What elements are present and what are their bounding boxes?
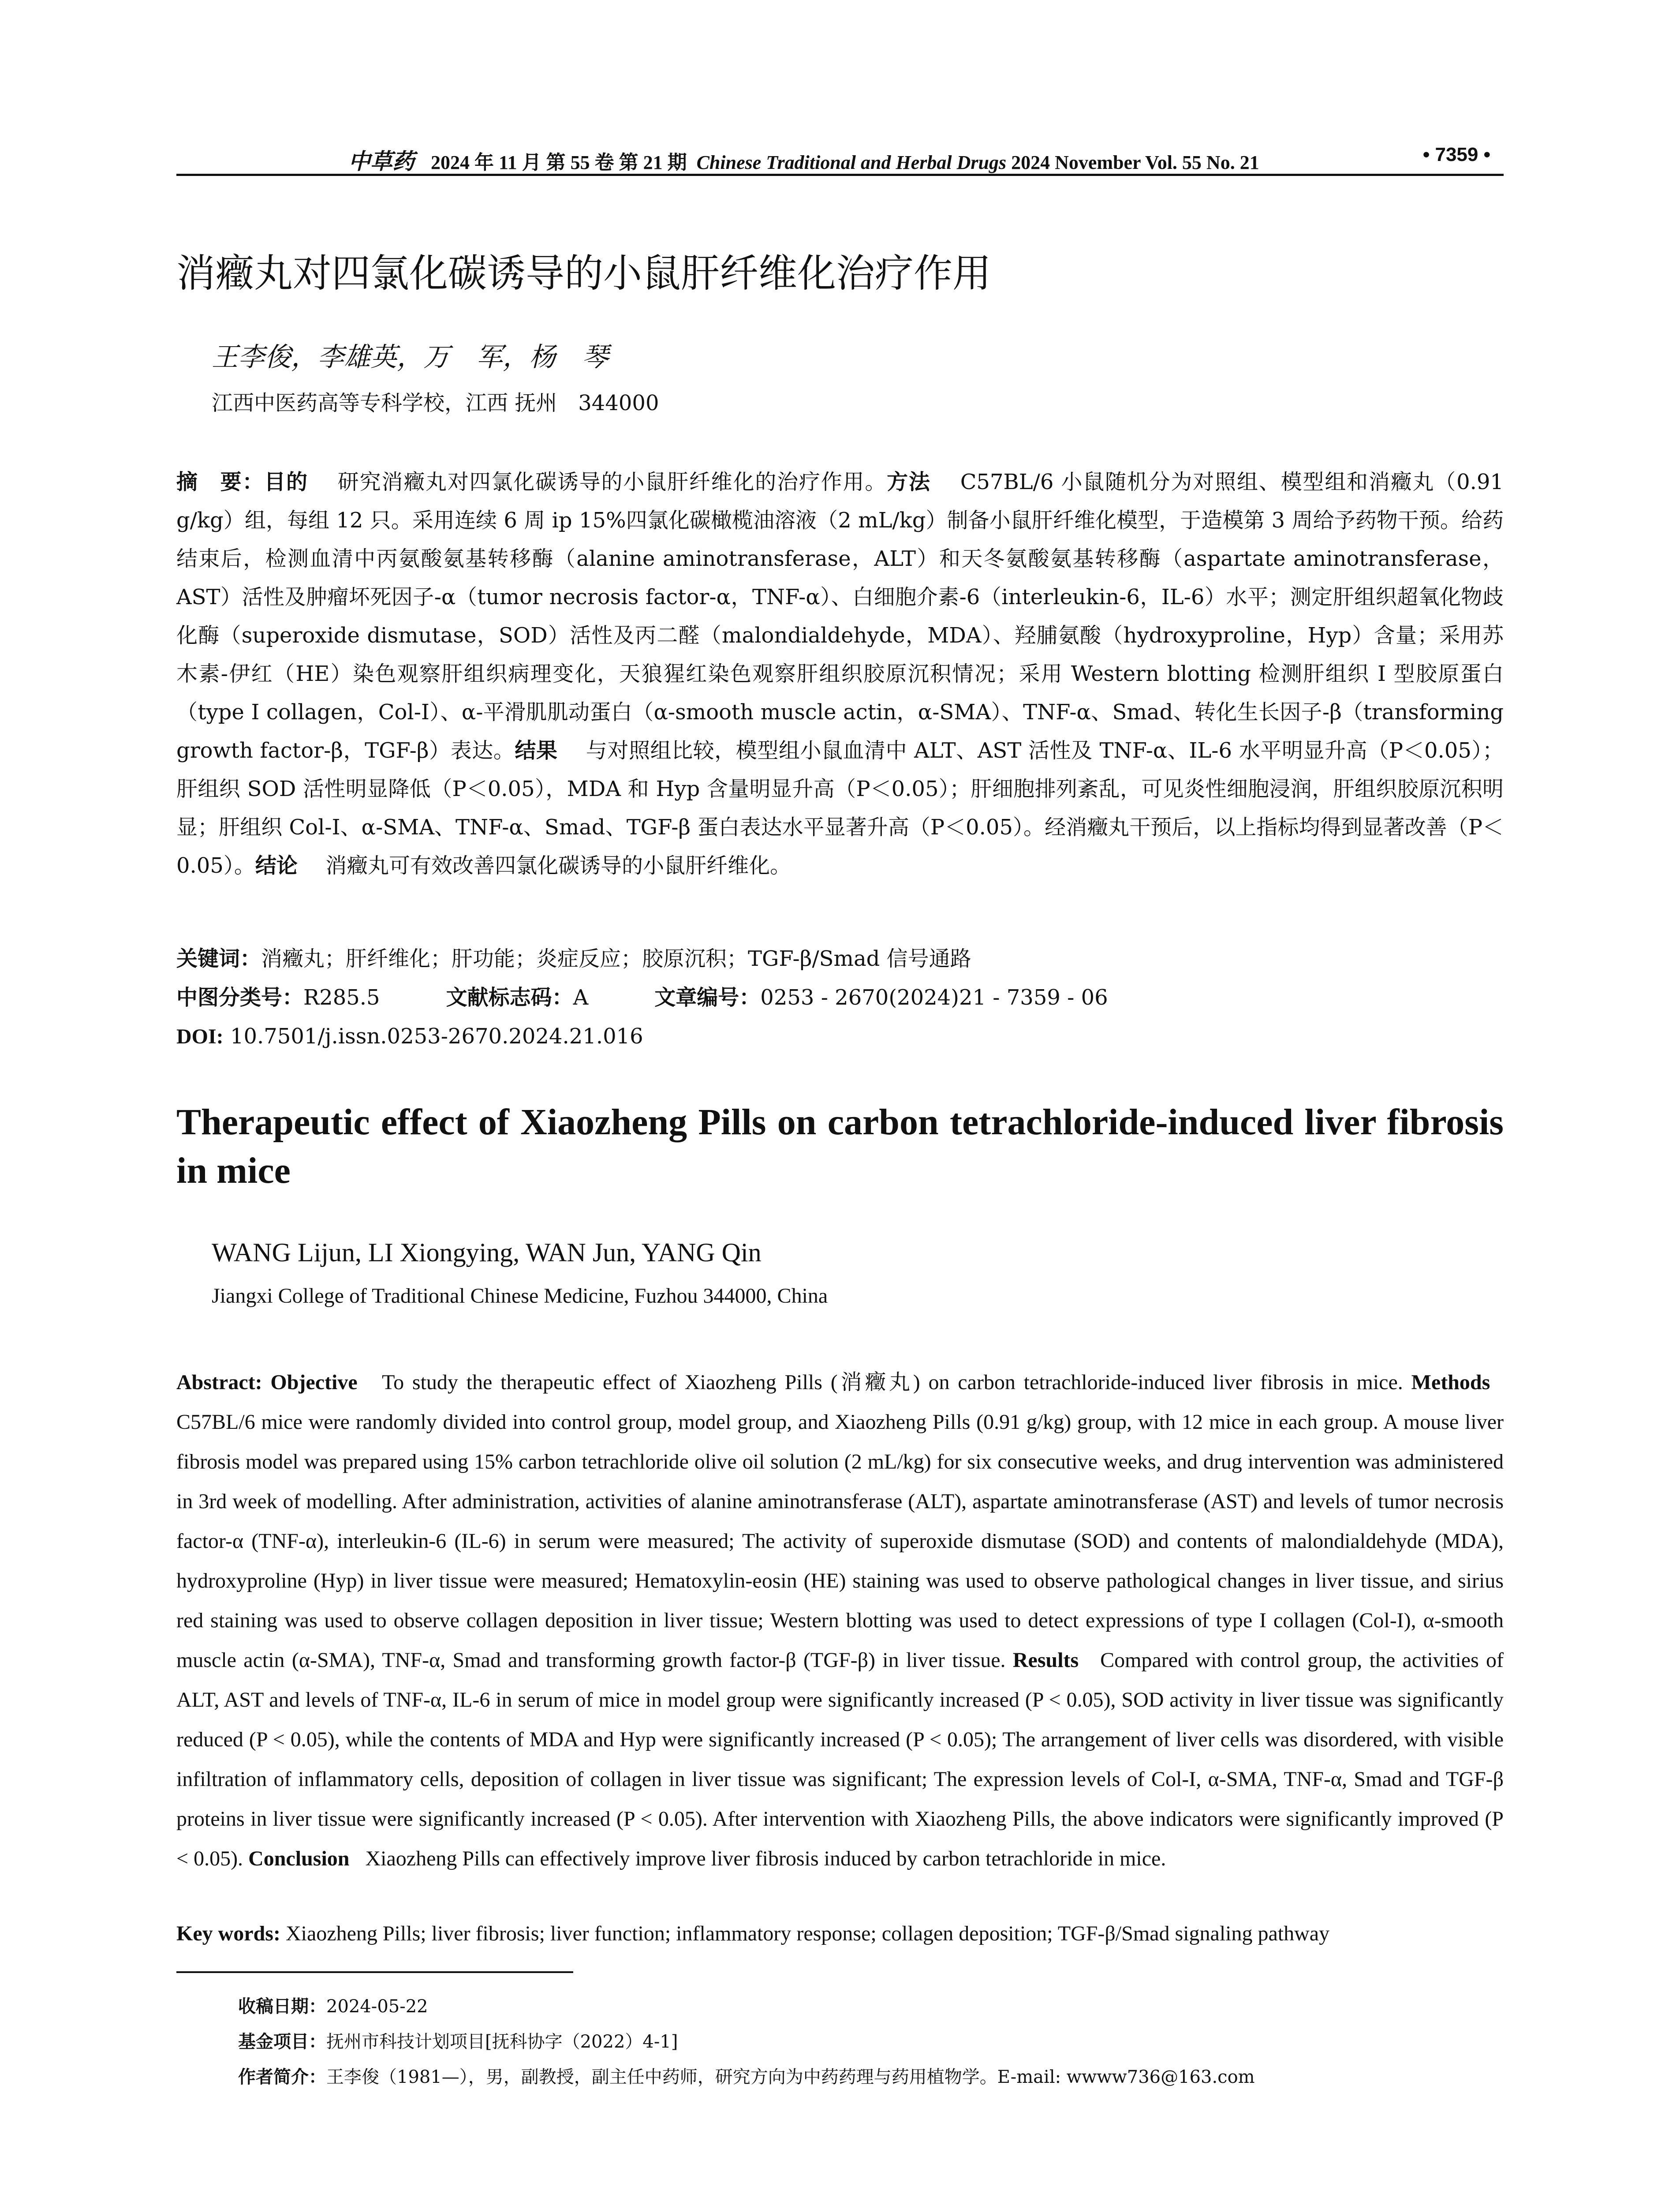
en-results-label: Results: [1012, 1648, 1079, 1672]
footnote-divider: [176, 1971, 573, 1973]
doc-code-label: 文献标志码：: [446, 985, 573, 1010]
journal-en-name: Chinese Traditional and Herbal Drugs: [696, 152, 1007, 173]
cn-conclusion: 消癥丸可有效改善四氯化碳诱导的小鼠肝纤维化。: [325, 853, 791, 878]
cn-results: 与对照组比较，模型组小鼠血清中 ALT、AST 活性及 TNF-α、IL-6 水平明显升高（P＜0.05）；肝组织 SOD 活性明显降低（P＜0.05），MDA 和 Hyp 含量明显升高（P＜0.05）；肝细胞排列紊乱，可见炎性细胞浸润，肝组织胶原沉积明显；肝组织 Col-I、α-SMA、TNF-α、Smad、TGF-β 蛋白表达水平显著升高（P＜0.05）。经消癥丸干预后，以上指标均得到显著改善（P＜0.05）。: [176, 738, 1504, 878]
clc-label: 中图分类号：: [176, 985, 304, 1010]
cn-methods: C57BL/6 小鼠随机分为对照组、模型组和消癥丸（0.91 g/kg）组，每组 12 只。采用连续 6 周 ip 15%四氯化碳橄榄油溶液（2 mL/kg）制备小鼠肝纤维化模型，于造模第 3 周给予药物干预。给药结束后，检测血清中丙氨酸氨基转移酶（alanine aminotransferase，ALT）和天冬氨酸氨基转移酶（aspartate aminotransferase，AST）活性及肿瘤坏死因子-α（tumor necrosis factor-α，TNF-α）、白细胞介素-6（interleukin-6，IL-6）水平；测定肝组织超氧化物歧化酶（superoxide dismutase，SOD）活性及丙二醛（malondialdehyde，MDA）、羟脯氨酸（hydroxyproline，Hyp）含量；采用苏木素-伊红（HE）染色观察肝组织病理变化，天狼猩红染色观察肝组织胶原沉积情况；采用 Western blotting 检测肝组织 I 型胶原蛋白（type I collagen，Col-I）、α-平滑肌肌动蛋白（α-smooth muscle actin，α-SMA）、TNF-α、Smad、转化生长因子-β（transforming growth factor-β，TGF-β）表达。: [176, 470, 1504, 763]
doi-label: DOI:: [176, 1025, 224, 1048]
journal-cn-issue: 2024 年 11 月 第 55 卷 第 21 期: [431, 152, 687, 173]
received-date: 2024-05-22: [326, 1996, 428, 2017]
cn-keywords-line: [176, 939, 1504, 978]
clc-value: R285.5: [303, 985, 380, 1010]
doi-line: [176, 1017, 1504, 1056]
en-abstract-label: Abstract:: [176, 1371, 262, 1394]
cn-objective-label: 目的: [264, 470, 308, 494]
cn-conclusion-label: 结论: [255, 853, 298, 878]
cn-abstract: [176, 463, 1504, 885]
doi-value[interactable]: 10.7501/j.issn.0253-2670.2024.21.016: [230, 1024, 643, 1049]
page-number: • 7359 •: [1422, 144, 1490, 165]
journal-info: [348, 144, 1259, 176]
cn-keywords-label: 关键词：: [176, 946, 261, 971]
bio-label: 作者简介：: [238, 2067, 326, 2087]
received-date-line: [238, 1989, 1504, 2024]
cn-methods-label: 方法: [887, 470, 931, 494]
received-label: 收稿日期：: [238, 1996, 326, 2017]
en-keywords-label: Key words:: [176, 1922, 280, 1945]
fund-line: [238, 2024, 1504, 2059]
cn-meta: [176, 939, 1504, 1056]
en-abstract: [176, 1363, 1504, 1879]
doc-code-value: A: [573, 985, 589, 1010]
cn-abstract-label: 摘 要：: [176, 470, 265, 494]
journal-cn-name: 中草药: [348, 148, 414, 174]
cn-affiliation: 江西中医药高等专科学校，江西 抚州 344000: [212, 391, 659, 415]
en-conclusion: Xiaozheng Pills can effectively improve liver fibrosis induced by carbon tetrachloride in mice.: [365, 1847, 1166, 1870]
footnotes: [238, 1989, 1504, 2095]
en-keywords: Xiaozheng Pills; liver fibrosis; liver function; inflammatory response; collagen deposition; TGF-β/Smad signaling pathway: [285, 1922, 1330, 1945]
en-objective: To study the therapeutic effect of Xiaozheng Pills (消癥丸) on carbon tetrachloride-induced liver fibrosis in mice.: [382, 1371, 1403, 1394]
en-conclusion-label: Conclusion: [248, 1847, 350, 1870]
en-methods: C57BL/6 mice were randomly divided into control group, model group, and Xiaozheng Pills (0.91 g/kg) group, with 12 mice in each group. A mouse liver fibrosis model was prepared using 15% carbon tetrachloride olive oil solution (2 mL/kg) for six consecutive weeks, and drug intervention was administered in 3rd week of modelling. After administration, activities of alanine aminotransferase (ALT), aspartate aminotransferase (AST) and levels of tumor necrosis factor-α (TNF-α), interleukin-6 (IL-6) in serum were measured; The activity of superoxide dismutase (SOD) and contents of malondialdehyde (MDA), hydroxyproline (Hyp) in liver tissue were measured; Hematoxylin-eosin (HE) staining was used to observe pathological changes in liver tissue, and sirius red staining was used to observe collagen deposition in liver tissue; Western blotting was used to detect expressions of type I collagen (Col-I), α-smooth muscle actin (α-SMA), TNF-α, Smad and transforming growth factor-β (TGF-β) in liver tissue.: [176, 1410, 1504, 1672]
en-authors: WANG Lijun, LI Xiongying, WAN Jun, YANG Qin: [212, 1238, 762, 1267]
en-results: Compared with control group, the activities of ALT, AST and levels of TNF-α, IL-6 in serum of mice in model group were significantly increased (P < 0.05), SOD activity in liver tissue was significantly reduced (P < 0.05), while the contents of MDA and Hyp were significantly increased (P < 0.05); The arrangement of liver cells was disordered, with visible infiltration of inflammatory cells, deposition of collagen in liver tissue was significant; The expression levels of Col-I, α-SMA, TNF-α, Smad and TGF-β proteins in liver tissue were significantly increased (P < 0.05). After intervention with Xiaozheng Pills, the above indicators were significantly improved (P < 0.05).: [176, 1648, 1504, 1870]
fund-label: 基金项目：: [238, 2032, 326, 2052]
cn-results-label: 结果: [515, 738, 558, 763]
en-keywords-line: [176, 1914, 1504, 1954]
en-affiliation: Jiangxi College of Traditional Chinese Medicine, Fuzhou 344000, China: [212, 1284, 828, 1308]
cn-classification-line: [176, 978, 1504, 1017]
running-header: [176, 142, 1504, 176]
cn-title: 消癥丸对四氯化碳诱导的小鼠肝纤维化治疗作用: [176, 250, 992, 296]
en-title: Therapeutic effect of Xiaozheng Pills on carbon tetrachloride-induced liver fibrosis in mice: [176, 1102, 1504, 1191]
cn-authors: 王李俊，李雄英，万 军，杨 琴: [212, 342, 609, 373]
author-bio: 王李俊（1981—），男，副教授，副主任中药师，研究方向为中药药理与药用植物学。E-mail: wwww736@163.com: [326, 2067, 1255, 2087]
en-methods-label: Methods: [1411, 1371, 1490, 1394]
article-no-value: 0253 - 2670(2024)21 - 7359 - 06: [760, 985, 1108, 1010]
cn-keywords: 消癥丸；肝纤维化；肝功能；炎症反应；胶原沉积；TGF-β/Smad 信号通路: [261, 946, 971, 971]
article-no-label: 文章编号：: [654, 985, 761, 1010]
fund-value: 抚州市科技计划项目[抚科协字（2022）4-1]: [326, 2032, 678, 2052]
journal-en-issue: 2024 November Vol. 55 No. 21: [1011, 152, 1259, 173]
author-bio-line: [238, 2059, 1504, 2095]
cn-objective: 研究消癥丸对四氯化碳诱导的小鼠肝纤维化的治疗作用。: [337, 470, 887, 494]
en-objective-label: Objective: [270, 1371, 358, 1394]
